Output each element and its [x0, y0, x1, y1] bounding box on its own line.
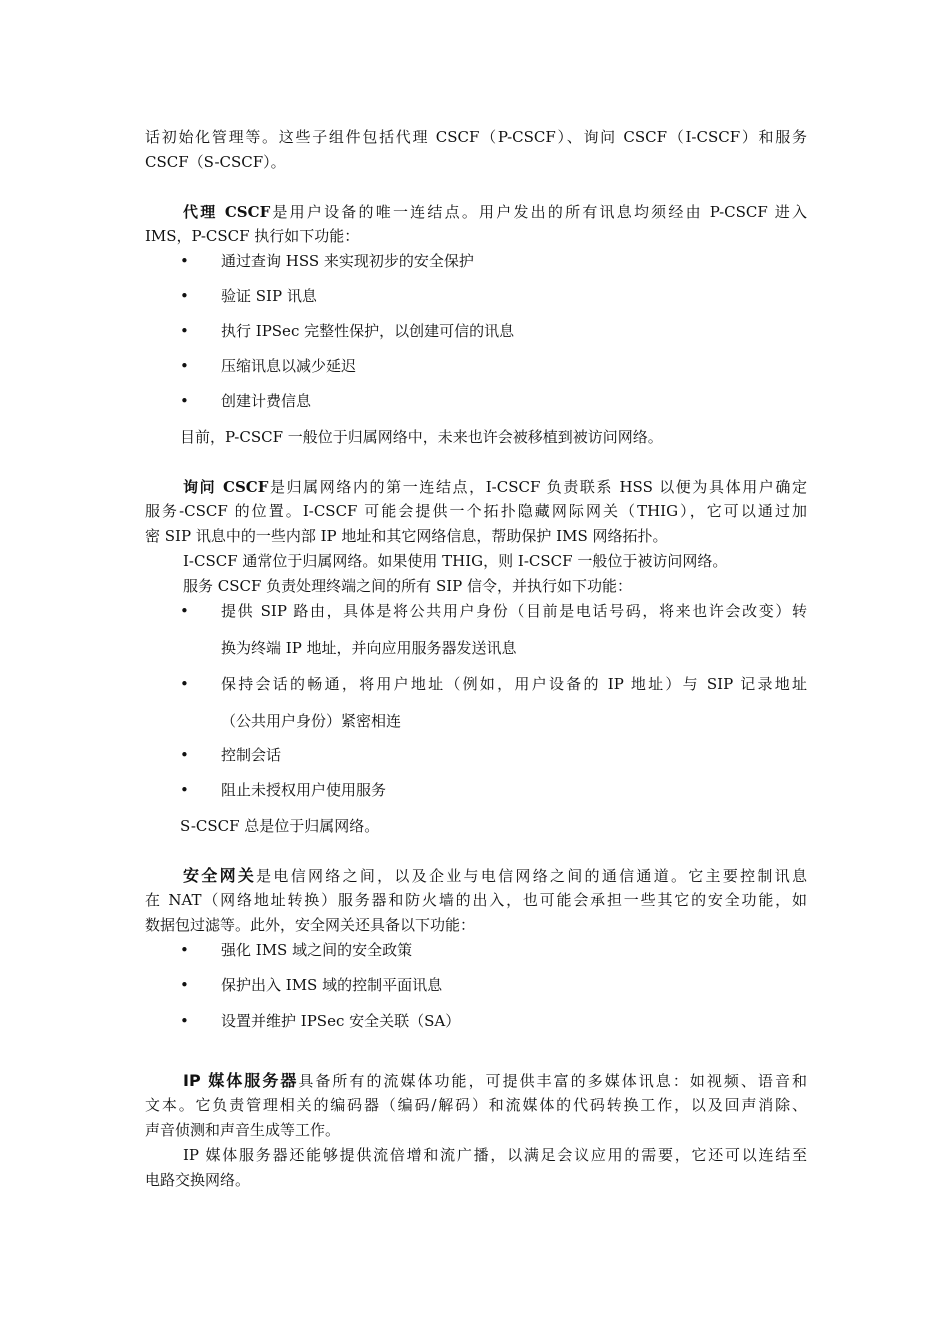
gateway-bullet-3: 设置并维护 IPSec 安全关联（SA） [221, 1012, 461, 1030]
bullet-marker: • [180, 675, 189, 693]
gateway-paragraph-line-3: 数据包过滤等。此外，安全网关还具备以下功能： [145, 916, 476, 934]
scscf-bullet-4: 阻止未授权用户使用服务 [221, 781, 387, 799]
pcscf-bullet-1: 通过查询 HSS 来实现初步的安全保护 [221, 252, 474, 270]
scscf-bullet-2-line-1: 保持会话的畅通，将用户地址（例如，用户设备的 IP 地址）与 SIP 记录地址 [221, 675, 807, 693]
scscf-intro: 服务 CSCF 负责处理终端之间的所有 SIP 信令，并执行如下功能： [183, 577, 633, 595]
media-term: IP 媒体服务器 [183, 1071, 299, 1090]
icscf-term: 询问 CSCF [183, 478, 269, 496]
bullet-marker: • [180, 322, 189, 340]
bullet-marker: • [180, 287, 189, 305]
pcscf-bullet-3: 执行 IPSec 完整性保护，以创建可信的讯息 [221, 322, 515, 340]
bullet-marker: • [180, 781, 189, 799]
media-paragraph-line-2: 文本。它负责管理相关的编码器（编码/解码）和流媒体的代码转换工作，以及回声消除、 [145, 1096, 807, 1114]
scscf-bullet-1-line-2: 换为终端 IP 地址，并向应用服务器发送讯息 [221, 639, 517, 657]
pcscf-bullet-2: 验证 SIP 讯息 [221, 287, 317, 305]
pcscf-paragraph-line-1: 代理 CSCF是用户设备的唯一连结点。用户发出的所有讯息均须经由 P-CSCF 进入 [183, 203, 807, 221]
gateway-bullet-1: 强化 IMS 域之间的安全政策 [221, 941, 413, 959]
media-paragraph-line-4: IP 媒体服务器还能够提供流倍增和流广播，以满足会议应用的需要，它还可以连结至 [183, 1146, 807, 1164]
scscf-bullet-3: 控制会话 [221, 746, 282, 764]
media-paragraph-line-5: 电路交换网络。 [145, 1171, 251, 1189]
scscf-note: S-CSCF 总是位于归属网络。 [180, 817, 380, 835]
intro-line-1: 话初始化管理等。这些子组件包括代理 CSCF（P-CSCF）、询问 CSCF（I-CSCF）和服务 [145, 128, 807, 146]
icscf-paragraph-line-4: I-CSCF 通常位于归属网络。如果使用 THIG，则 I-CSCF 一般位于被访问网络。 [183, 552, 728, 570]
bullet-marker: • [180, 602, 189, 620]
gateway-term: 安全网关 [183, 866, 257, 885]
bullet-marker: • [180, 252, 189, 270]
bullet-marker: • [180, 976, 189, 994]
scscf-bullet-2-line-2: （公共用户身份）紧密相连 [221, 712, 402, 730]
bullet-marker: • [180, 746, 189, 764]
icscf-paragraph-line-1: 询问 CSCF是归属网络内的第一连结点，I-CSCF 负责联系 HSS 以便为具体用户确定 [183, 478, 807, 496]
pcscf-paragraph-line-2: IMS，P-CSCF 执行如下功能： [145, 227, 360, 245]
gateway-paragraph-line-1: 安全网关是电信网络之间，以及企业与电信网络之间的通信通道。它主要控制讯息 [183, 866, 807, 885]
pcscf-term: 代理 CSCF [183, 203, 271, 221]
gateway-paragraph-line-2: 在 NAT（网络地址转换）服务器和防火墙的出入，也可能会承担一些其它的安全功能，如 [145, 891, 807, 909]
bullet-marker: • [180, 941, 189, 959]
bullet-marker: • [180, 392, 189, 410]
icscf-paragraph-line-3: 密 SIP 讯息中的一些内部 IP 地址和其它网络信息，帮助保护 IMS 网络拓扑。 [145, 527, 668, 545]
media-paragraph-line-1: IP 媒体服务器具备所有的流媒体功能，可提供丰富的多媒体讯息：如视频、语音和 [183, 1071, 807, 1090]
scscf-bullet-1-line-1: 提供 SIP 路由，具体是将公共用户身份（目前是电话号码，将来也许会改变）转 [221, 602, 807, 620]
media-paragraph-line-3: 声音侦测和声音生成等工作。 [145, 1121, 341, 1139]
icscf-paragraph-line-2: 服务-CSCF 的位置。I-CSCF 可能会提供一个拓扑隐藏网际网关（THIG），它可以通过加 [145, 502, 807, 520]
pcscf-bullet-5: 创建计费信息 [221, 392, 312, 410]
gateway-bullet-2: 保护出入 IMS 域的控制平面讯息 [221, 976, 443, 994]
intro-line-2: CSCF（S-CSCF）。 [145, 153, 286, 171]
pcscf-bullet-4: 压缩讯息以减少延迟 [221, 357, 357, 375]
bullet-marker: • [180, 1012, 189, 1030]
bullet-marker: • [180, 357, 189, 375]
pcscf-note: 目前，P-CSCF 一般位于归属网络中，未来也许会被移植到被访问网络。 [180, 428, 663, 446]
